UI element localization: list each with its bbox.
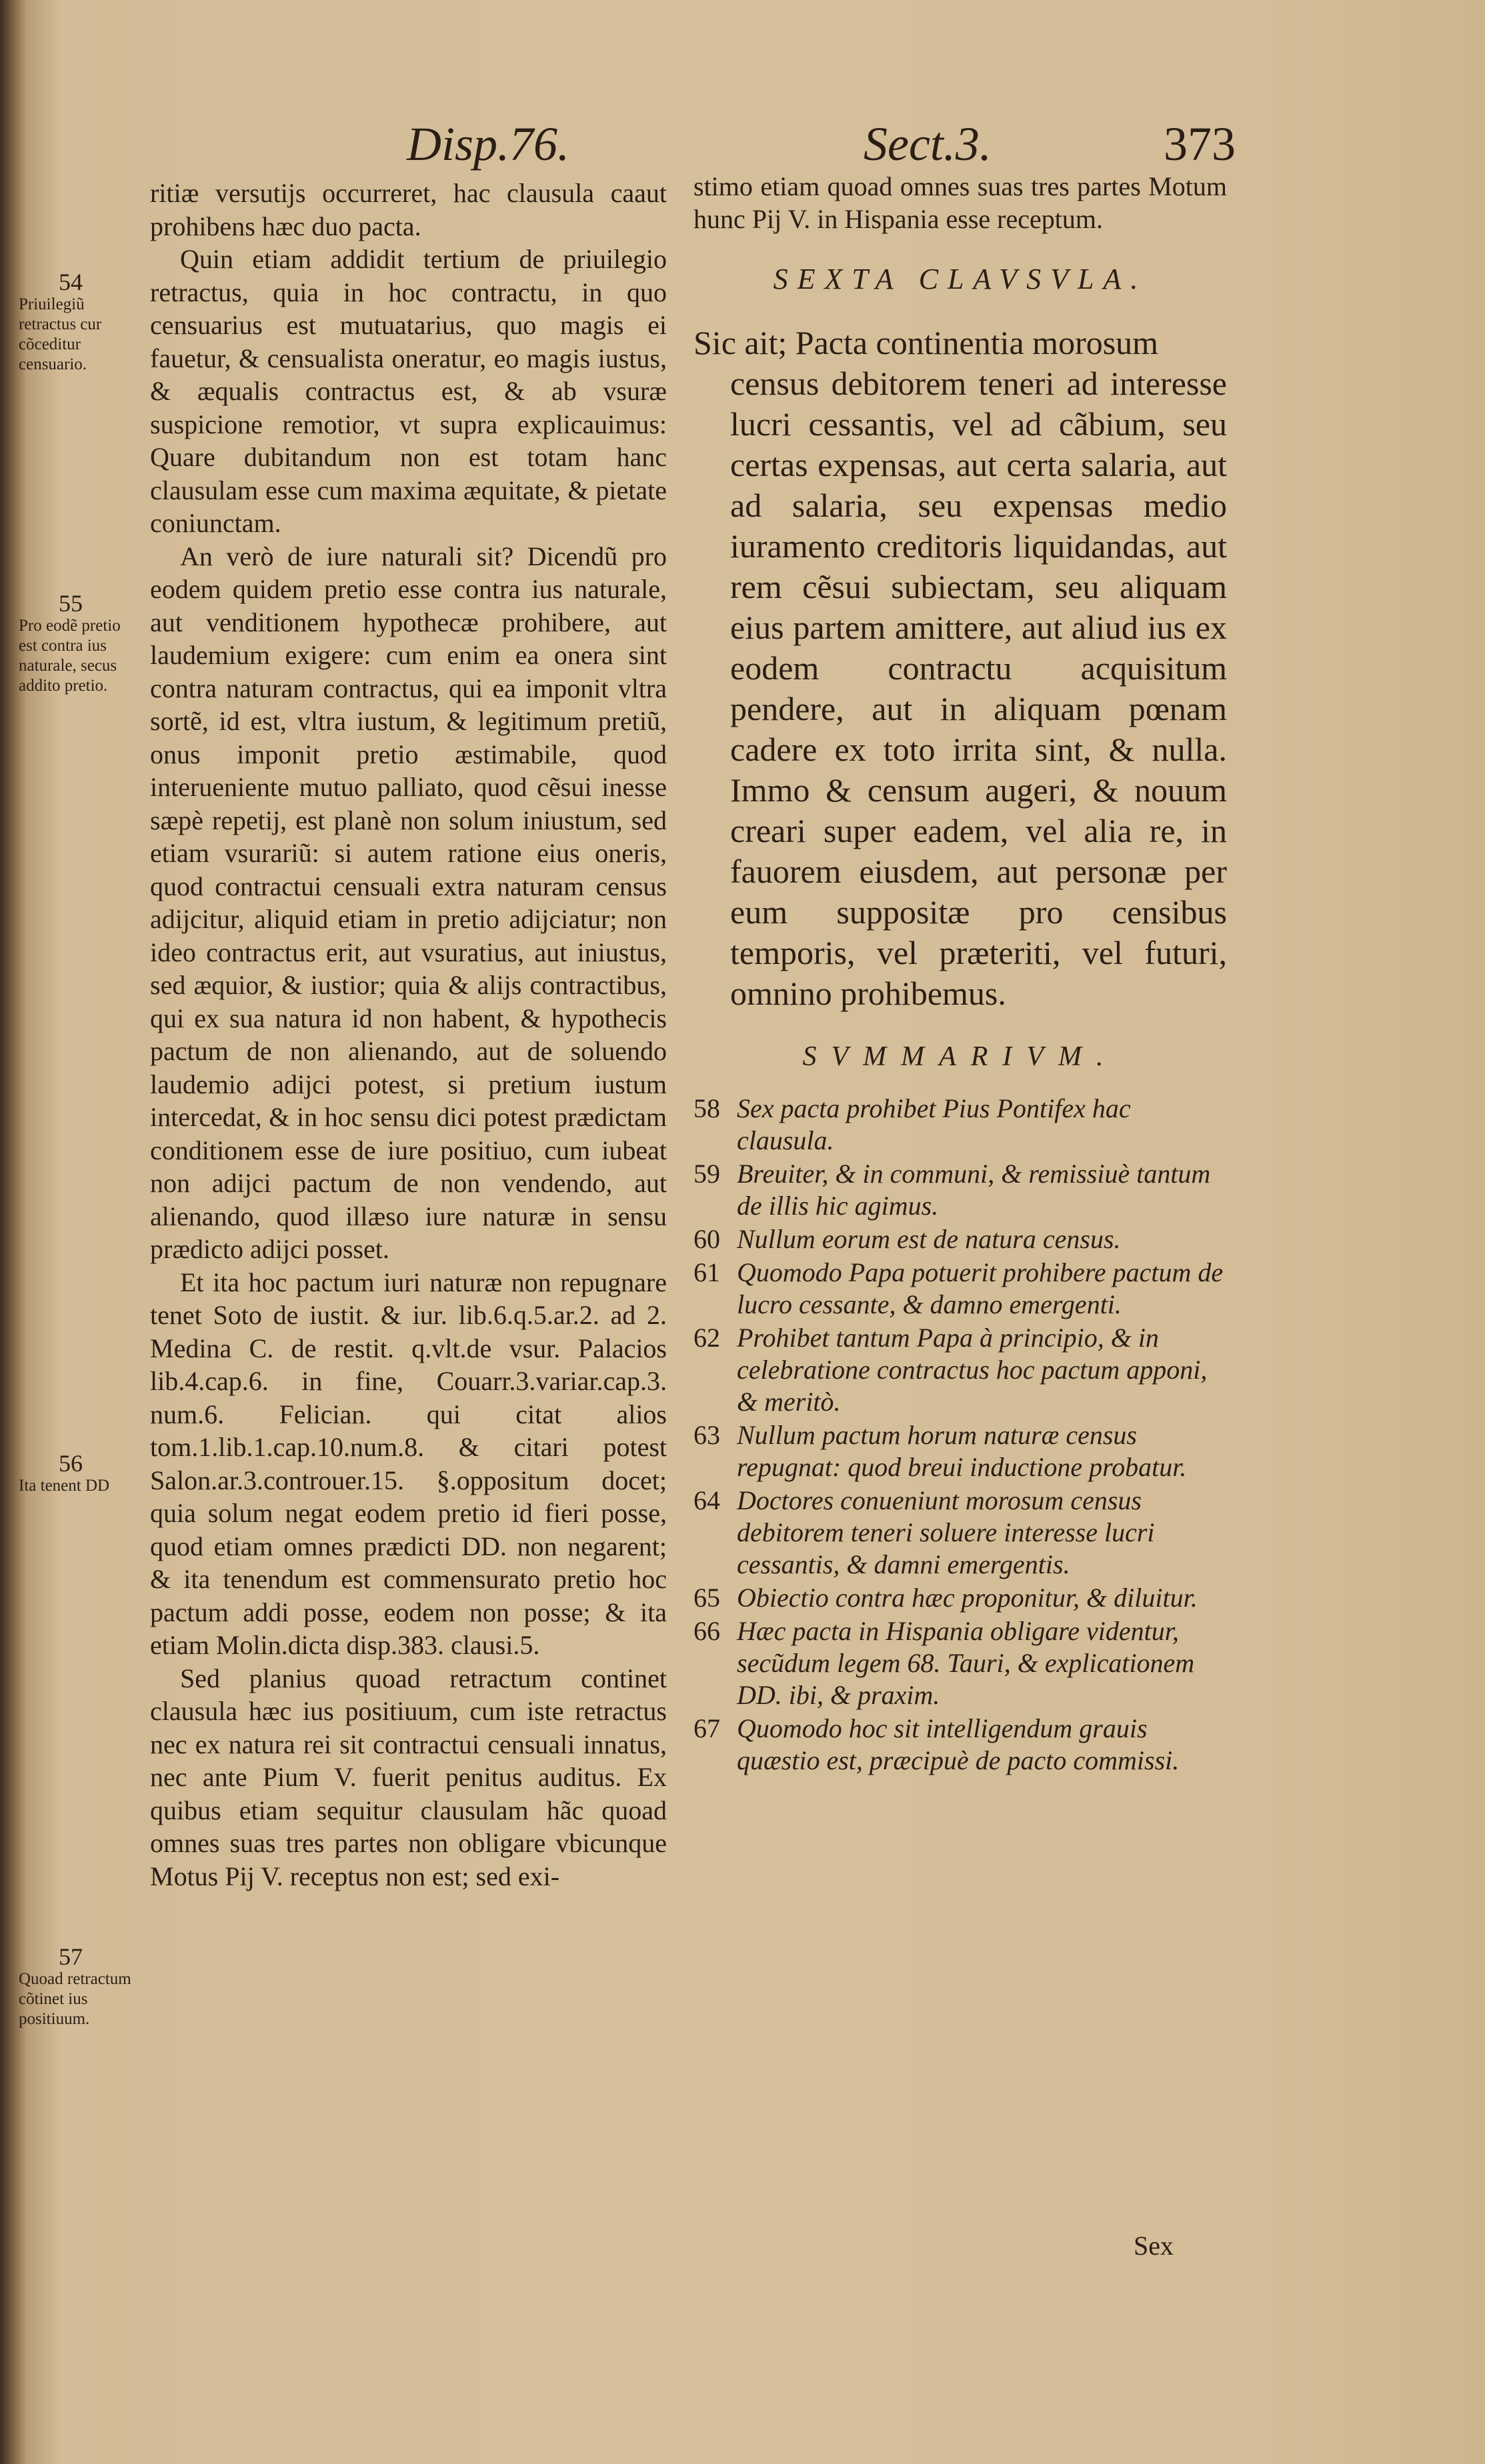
header-section: Sect.3. xyxy=(864,117,992,171)
summary-list xyxy=(693,1093,1227,1777)
summary-number: 63 xyxy=(693,1420,720,1450)
paragraph: Et ita hoc pactum iuri naturæ non repugnare tenet Soto de iustit. & iur. lib.6.q.5.ar.2. ad 2. Medina C. de restit. q.vlt.de vsur. Palacios lib.4.cap.6. in fine, Couarr.3.variar.cap.3. num.6. Felician. qui citat alios tom.1.lib.1.cap.10.num.8. & citari potest Salon.ar.3.controuer.15. §.oppositum docet; quia solum negat eodem pretio id fieri posse, quod etiam omnes prædicti DD. non negarent; & ita tenendum est commensurato pretio hoc pactum addi posse, eodem non posse; & ita etiam Molin.dicta disp.383. clausi.5. xyxy=(150,1267,667,1660)
margin-note-text: Pro eodẽ pretio est contra ius naturale, secus addito pretio. xyxy=(19,617,121,695)
summary-item xyxy=(693,1713,1227,1777)
summary-item xyxy=(693,1093,1227,1157)
paragraph: An verò de iure naturali sit? Dicendũ pro eodem quidem pretio esse contra ius naturale, aut venditionem hypothecæ prohibere, aut laudemium exigere: cum enim ea onera sint contra naturam contractus, qui ea imponit vltra sortẽ, id est, vltra iustum, & legitimum pretiũ, onus imponit pretio æstimabile, quod interueniente mutuo palliato, quod cẽsui inesse sæpè repetij, est planè non solum iniustum, sed etiam vsurariũ: si autem ratione eius oneris, quod contractui censuali extra naturam census adijcitur, aliquid etiam in pretio adijciatur; non ideo contractus erit, aut vsuratius, aut iniustus, sed æquior, & iustior; quia & alijs contractibus, qui ex sua natura id non habent, & hypothecis pactum de non alienando, aut de soluendo laudemio adijci potest, si pretium iustum intercedat, & in hoc sensu dici potest prædictam conditionem esse de iure positiuo, cum iubeat non adijci pactum de non vendendo, aut alienando, quod illæso iure naturæ in sensu prædicto adijci posset. xyxy=(150,541,667,1264)
summary-text: Hæc pacta in Hispania obligare videntur, secũdum legem 68. Tauri, & explicationem DD. ibi, & praxim. xyxy=(737,1616,1195,1710)
summary-number: 59 xyxy=(693,1159,720,1189)
margin-note-56 xyxy=(19,1450,139,1496)
page-number: 373 xyxy=(1164,117,1236,171)
summary-number: 61 xyxy=(693,1257,720,1287)
summary-text: Obiectio contra hæc proponitur, & diluitur. xyxy=(737,1583,1198,1613)
summary-number: 65 xyxy=(693,1583,720,1613)
margin-note-57 xyxy=(19,1943,139,2029)
right-column xyxy=(693,170,1227,1778)
margin-note-number: 57 xyxy=(59,1943,83,1970)
summary-number: 60 xyxy=(693,1224,720,1254)
margin-note-text: Ita tenent DD xyxy=(19,1477,110,1495)
clause-heading: SEXTA CLAVSVLA. xyxy=(773,263,1148,295)
margin-note-text: Quoad retractum cõtinet ius positiuum. xyxy=(19,1970,131,2028)
summary-item xyxy=(693,1582,1227,1614)
paragraph: Quin etiam addidit tertium de priuilegio retractus, quia in hoc contractu, in quo censuarius est mutuatarius, quo magis ei fauetur, & censualista oneratur, eo magis iustus, & æqualis contractus est, & ab vsuræ suspicione remotior, vt supra explicauimus: Quare dubitandum non est totam hanc clausulam esse cum maxima æquitate, & pietate coniunctam. xyxy=(150,244,667,538)
summary-number: 67 xyxy=(693,1713,720,1743)
summary-text: Nullum eorum est de natura census. xyxy=(737,1224,1121,1254)
summary-item xyxy=(693,1615,1227,1711)
summary-item xyxy=(693,1485,1227,1581)
margin-note-number: 54 xyxy=(59,269,83,295)
summary-text: Quomodo Papa potuerit prohibere pactum de lucro cessante, & damno emergenti. xyxy=(737,1257,1224,1319)
clause-first-line: Sic ait; Pacta continentia morosum xyxy=(693,324,1159,361)
summary-text: Quomodo hoc sit intelligendum grauis quæstio est, præcipuè de pacto commissi. xyxy=(737,1713,1180,1775)
paragraph: Sed planius quoad retractum continet clausula hæc ius positiuum, cum iste retractus nec ex natura rei sit contractui censuali innatus, nec ante Pium V. fuerit penitus auditus. Ex quibus etiam sequitur clausulam hãc quoad omnes suas tres partes non obligare vbicunque Motus Pij V. receptus non est; sed exi- xyxy=(150,1663,667,1891)
margin-note-number: 55 xyxy=(59,590,83,617)
summary-item xyxy=(693,1322,1227,1418)
paragraph-continuation: stimo etiam quoad omnes suas tres partes Motum hunc Pij V. in Hispania esse receptum. xyxy=(693,171,1227,234)
summary-item xyxy=(693,1223,1227,1255)
summary-text: Doctores conueniunt morosum census debitorem teneri soluere interesse lucri cessantis, & damni emergentis. xyxy=(737,1485,1155,1579)
header-disputation: Disp.76. xyxy=(407,117,570,171)
clause-body: census debitorem teneri ad interesse lucri cessantis, vel ad cãbium, seu certas expensas, aut certa salaria, aut ad salaria, seu expensas medio iuramento creditoris liquidandas, aut rem cẽsui subiectam, seu aliquam eius partem amittere, aut aliud ius ex eodem contractu acquisitum pendere, aut in aliquam pœnam cadere ex toto irrita sint, & nulla. Immo & censum augeri, & nouum creari super eadem, vel alia re, in fauorem eiusdem, aut personæ per eum suppositæ pro censibus temporis, vel præteriti, vel futuri, omnino prohibemus. xyxy=(730,365,1227,1012)
left-column xyxy=(150,177,667,1893)
paragraph: ritiæ versutijs occurreret, hac clausula caaut prohibens hæc duo pacta. xyxy=(150,178,667,241)
summary-item xyxy=(693,1419,1227,1483)
summary-text: Prohibet tantum Papa à principio, & in celebratione contractus hoc pactum apponi, & meritò. xyxy=(737,1323,1208,1417)
summary-text: Breuiter, & in communi, & remissiuè tantum de illis hic agimus. xyxy=(737,1159,1211,1221)
margin-note-55 xyxy=(19,590,139,696)
margin-note-text: Priuilegiũ retractus cur cõceditur censuario. xyxy=(19,295,102,373)
summary-text: Sex pacta prohibet Pius Pontifex hac clausula. xyxy=(737,1093,1131,1155)
summary-number: 58 xyxy=(693,1093,720,1123)
margin-note-number: 56 xyxy=(59,1450,83,1477)
summary-number: 62 xyxy=(693,1323,720,1353)
summary-heading: SVMMARIVM. xyxy=(802,1041,1118,1072)
running-header xyxy=(0,117,1485,177)
summary-text: Nullum pactum horum naturæ census repugnat: quod breui inductione probatur. xyxy=(737,1420,1187,1482)
clause-text xyxy=(693,323,1227,1014)
catchword: Sex xyxy=(1134,2231,1174,2261)
summary-number: 66 xyxy=(693,1616,720,1646)
summary-number: 64 xyxy=(693,1485,720,1515)
summary-item xyxy=(693,1158,1227,1222)
summary-item xyxy=(693,1257,1227,1321)
margin-note-54 xyxy=(19,269,139,375)
